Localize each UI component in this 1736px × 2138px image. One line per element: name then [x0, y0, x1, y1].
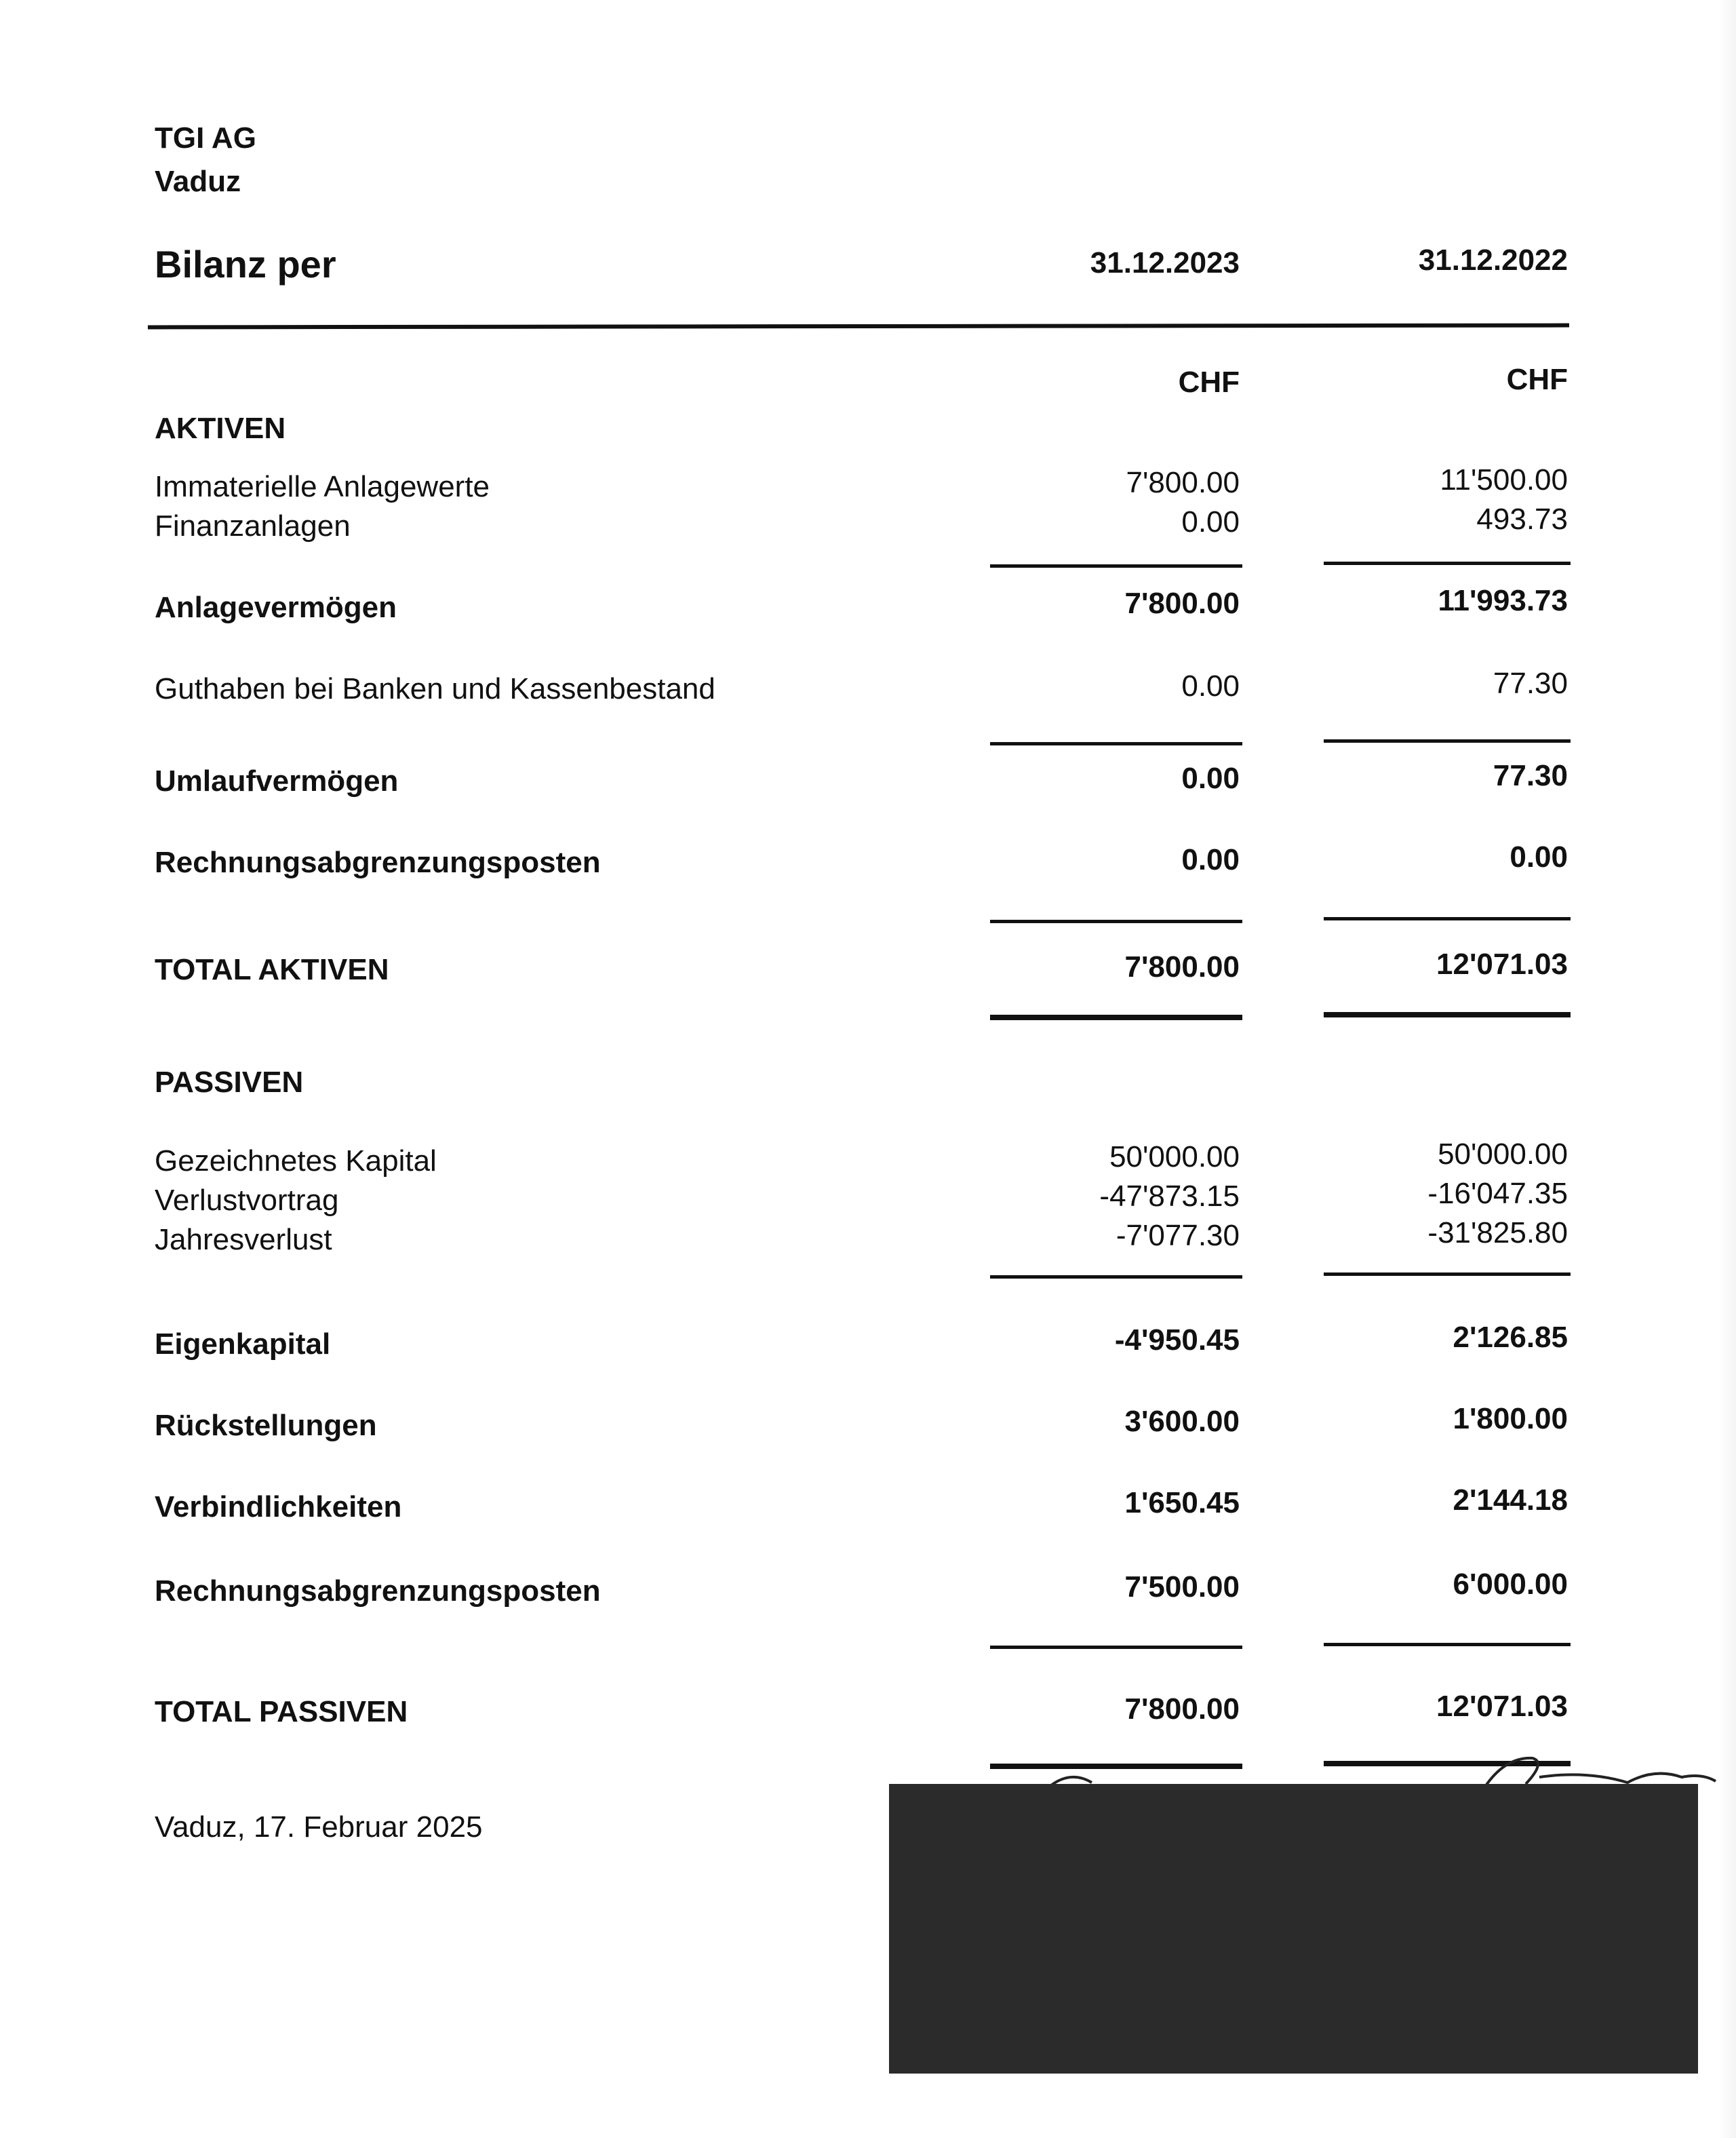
- total-rule-2023: [990, 920, 1242, 923]
- total-value-2023-aktiven: 7'800.00: [1124, 950, 1240, 984]
- subtotal-rule-2023: [990, 564, 1242, 568]
- row-value-2022-verlustvortrag: -16'047.35: [1427, 1177, 1568, 1210]
- row-value-2023-immaterielle-anlagewerte: 7'800.00: [1126, 466, 1240, 499]
- total-value-2022-aktiven: 12'071.03: [1436, 948, 1568, 981]
- row-value-2023-guthaben-banken-kasse: 0.00: [1181, 669, 1240, 703]
- row-value-2023-rechnungsabgrenzung-passiv: 7'500.00: [1124, 1570, 1240, 1604]
- row-value-2023-verbindlichkeiten: 1'650.45: [1124, 1486, 1240, 1519]
- row-value-2022-umlaufvermoegen: 77.30: [1493, 759, 1568, 792]
- subtotal-rule-2022: [1324, 562, 1571, 565]
- page-title: Bilanz per: [155, 243, 336, 286]
- row-value-2022-jahresverlust: -31'825.80: [1427, 1216, 1568, 1249]
- total-label-aktiven: TOTAL AKTIVEN: [155, 953, 389, 986]
- row-label-umlaufvermoegen: Umlaufvermögen: [155, 764, 399, 798]
- row-value-2023-verlustvortrag: -47'873.15: [1099, 1180, 1240, 1213]
- row-value-2022-rechnungsabgrenzung-passiv: 6'000.00: [1453, 1568, 1568, 1601]
- row-label-verlustvortrag: Verlustvortrag: [155, 1184, 339, 1217]
- row-label-anlagevermoegen: Anlagevermögen: [155, 591, 397, 624]
- row-value-2023-rechnungsabgrenzung-aktiv: 0.00: [1181, 843, 1240, 876]
- row-value-2023-rueckstellungen: 3'600.00: [1124, 1405, 1240, 1438]
- row-value-2022-rechnungsabgrenzung-aktiv: 0.00: [1510, 840, 1568, 874]
- row-value-2023-umlaufvermoegen: 0.00: [1181, 762, 1240, 795]
- row-value-2023-jahresverlust: -7'077.30: [1116, 1219, 1240, 1252]
- total-rule-2023: [990, 1646, 1242, 1649]
- row-value-2023-finanzanlagen: 0.00: [1181, 505, 1240, 539]
- section-heading-aktiven: AKTIVEN: [155, 412, 286, 445]
- row-value-2022-verbindlichkeiten: 2'144.18: [1453, 1483, 1568, 1517]
- row-label-rechnungsabgrenzung-aktiv: Rechnungsabgrenzungsposten: [155, 846, 601, 879]
- total-label-passiven: TOTAL PASSIVEN: [155, 1695, 408, 1728]
- section-heading-passiven: PASSIVEN: [155, 1066, 304, 1099]
- row-label-rechnungsabgrenzung-passiv: Rechnungsabgrenzungsposten: [155, 1574, 601, 1608]
- subtotal-rule-2022: [1324, 739, 1571, 743]
- row-value-2023-gezeichnetes-kapital: 50'000.00: [1109, 1140, 1240, 1173]
- total-double-rule-2022: [1324, 1012, 1571, 1017]
- currency-2023: CHF: [1178, 366, 1240, 399]
- company-name: TGI AG: [155, 121, 256, 155]
- row-label-gezeichnetes-kapital: Gezeichnetes Kapital: [155, 1144, 437, 1178]
- row-label-finanzanlagen: Finanzanlagen: [155, 509, 351, 543]
- subtotal-rule-2023: [990, 1275, 1242, 1279]
- row-label-eigenkapital: Eigenkapital: [155, 1327, 331, 1361]
- column-date-2022: 31.12.2022: [1418, 244, 1568, 277]
- subtotal-rule-2022: [1324, 1272, 1571, 1276]
- total-value-2023-passiven: 7'800.00: [1124, 1692, 1240, 1726]
- total-double-rule-2023: [990, 1015, 1242, 1020]
- row-label-immaterielle-anlagewerte: Immaterielle Anlagewerte: [155, 470, 490, 503]
- row-label-jahresverlust: Jahresverlust: [155, 1223, 332, 1256]
- row-value-2022-finanzanlagen: 493.73: [1476, 503, 1568, 536]
- row-label-guthaben-banken-kasse: Guthaben bei Banken und Kassenbestand: [155, 672, 715, 705]
- subtotal-rule-2023: [990, 742, 1242, 745]
- company-city: Vaduz: [155, 165, 241, 198]
- header-divider: [148, 324, 1569, 330]
- row-value-2022-gezeichnetes-kapital: 50'000.00: [1438, 1138, 1568, 1171]
- place-and-date: Vaduz, 17. Februar 2025: [155, 1810, 483, 1844]
- scan-edge: [1720, 0, 1736, 2138]
- row-value-2022-rueckstellungen: 1'800.00: [1453, 1402, 1568, 1435]
- total-rule-2022: [1324, 1643, 1571, 1646]
- total-rule-2022: [1324, 917, 1571, 920]
- row-label-verbindlichkeiten: Verbindlichkeiten: [155, 1490, 402, 1523]
- row-value-2022-eigenkapital: 2'126.85: [1453, 1321, 1568, 1354]
- currency-2022: CHF: [1506, 363, 1568, 396]
- row-value-2023-eigenkapital: -4'950.45: [1114, 1323, 1240, 1357]
- row-value-2022-guthaben-banken-kasse: 77.30: [1493, 667, 1568, 700]
- row-value-2022-anlagevermoegen: 11'993.73: [1438, 584, 1568, 617]
- row-value-2022-immaterielle-anlagewerte: 11'500.00: [1440, 463, 1568, 497]
- row-label-rueckstellungen: Rückstellungen: [155, 1409, 377, 1442]
- total-value-2022-passiven: 12'071.03: [1436, 1690, 1568, 1723]
- redaction-block: [889, 1784, 1698, 2074]
- column-date-2023: 31.12.2023: [1090, 246, 1240, 279]
- row-value-2023-anlagevermoegen: 7'800.00: [1124, 587, 1240, 620]
